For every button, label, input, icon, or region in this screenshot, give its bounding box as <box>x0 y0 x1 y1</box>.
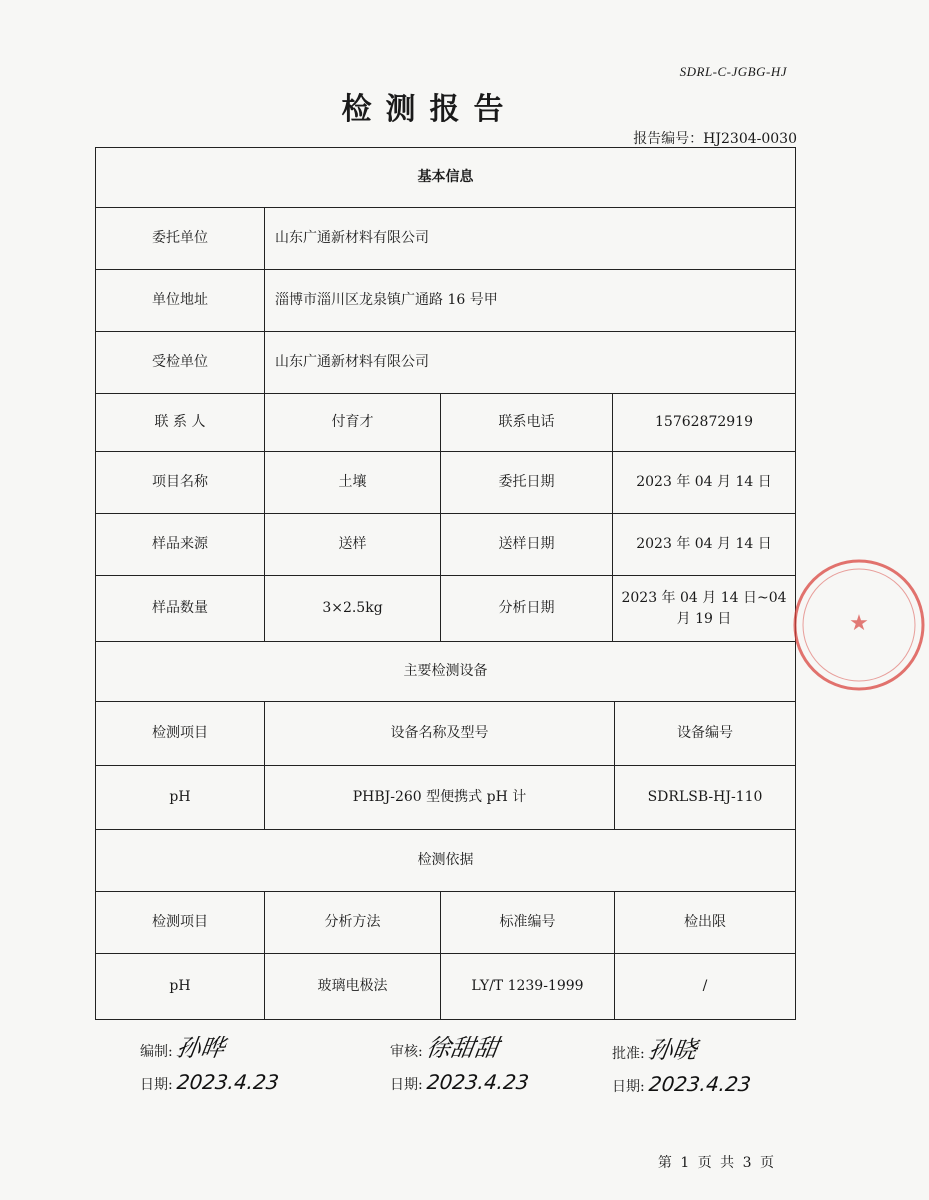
document-code: SDRL-C-JGBG-HJ <box>679 64 787 79</box>
compiled-label: 编制: <box>140 1044 173 1060</box>
basis-col-limit: 检出限 <box>615 892 796 954</box>
page-title: 检测报告 <box>341 92 518 127</box>
section-header-basic-info: 基本信息 <box>96 148 796 208</box>
compiled-signature: 孙晔 <box>174 1034 227 1062</box>
contact-label: 联 系 人 <box>96 394 265 452</box>
basis-row-limit: / <box>615 954 796 1020</box>
basis-col-item: 检测项目 <box>96 892 265 954</box>
compiled-date: 2023.4.23 <box>175 1070 281 1094</box>
section-header-basis: 检测依据 <box>96 830 796 892</box>
equipment-col-id: 设备编号 <box>615 702 796 766</box>
reviewed-signature-block <box>390 1028 499 1063</box>
project-label: 项目名称 <box>96 452 265 514</box>
sample-qty-value: 3×2.5kg <box>265 576 441 642</box>
equipment-row-item: pH <box>96 766 265 830</box>
basis-row-item: pH <box>96 954 265 1020</box>
entrust-date-value: 2023 年 04 月 14 日 <box>613 452 796 514</box>
approved-signature-block <box>612 1030 697 1065</box>
svg-text:★: ★ <box>849 611 869 636</box>
inspected-unit-value: 山东广通新材料有限公司 <box>265 332 796 394</box>
basis-col-method: 分析方法 <box>265 892 441 954</box>
approved-signature: 孙晓 <box>646 1036 699 1064</box>
compiled-date-label: 日期: <box>140 1077 173 1093</box>
sample-source-value: 送样 <box>265 514 441 576</box>
contact-value: 付育才 <box>265 394 441 452</box>
approved-date-label: 日期: <box>612 1079 645 1095</box>
compiled-signature-block <box>140 1028 225 1063</box>
phone-label: 联系电话 <box>441 394 613 452</box>
equipment-col-item: 检测项目 <box>96 702 265 766</box>
report-table <box>95 147 796 1020</box>
delivery-date-value: 2023 年 04 月 14 日 <box>613 514 796 576</box>
equipment-row-name: PHBJ-260 型便携式 pH 计 <box>265 766 615 830</box>
equipment-row-id: SDRLSB-HJ-110 <box>615 766 796 830</box>
sample-qty-label: 样品数量 <box>96 576 265 642</box>
equipment-col-name: 设备名称及型号 <box>265 702 615 766</box>
reviewed-signature: 徐甜甜 <box>424 1034 501 1062</box>
address-label: 单位地址 <box>96 270 265 332</box>
reviewed-date-label: 日期: <box>390 1077 423 1093</box>
reviewed-label: 审核: <box>390 1044 423 1060</box>
compiled-date-block <box>140 1070 279 1094</box>
client-value: 山东广通新材料有限公司 <box>265 208 796 270</box>
basis-row-standard: LY/T 1239-1999 <box>441 954 615 1020</box>
delivery-date-label: 送样日期 <box>441 514 613 576</box>
analysis-date-value: 2023 年 04 月 14 日~04 月 19 日 <box>613 576 796 642</box>
basis-col-standard: 标准编号 <box>441 892 615 954</box>
address-value: 淄博市淄川区龙泉镇广通路 16 号甲 <box>265 270 796 332</box>
phone-value: 15762872919 <box>613 394 796 452</box>
approved-date-block <box>612 1072 751 1096</box>
inspected-unit-label: 受检单位 <box>96 332 265 394</box>
client-label: 委托单位 <box>96 208 265 270</box>
approved-date: 2023.4.23 <box>647 1072 753 1096</box>
sample-source-label: 样品来源 <box>96 514 265 576</box>
section-header-equipment: 主要检测设备 <box>96 642 796 702</box>
analysis-date-label: 分析日期 <box>441 576 613 642</box>
red-seal-stamp <box>789 555 929 695</box>
report-number: 报告编号：HJ2304-0030 <box>633 131 797 147</box>
reviewed-date: 2023.4.23 <box>425 1070 531 1094</box>
reviewed-date-block <box>390 1070 529 1094</box>
basis-row-method: 玻璃电极法 <box>265 954 441 1020</box>
entrust-date-label: 委托日期 <box>441 452 613 514</box>
project-value: 土壤 <box>265 452 441 514</box>
approved-label: 批准: <box>612 1046 645 1062</box>
page-number: 第 1 页 共 3 页 <box>657 1155 774 1171</box>
